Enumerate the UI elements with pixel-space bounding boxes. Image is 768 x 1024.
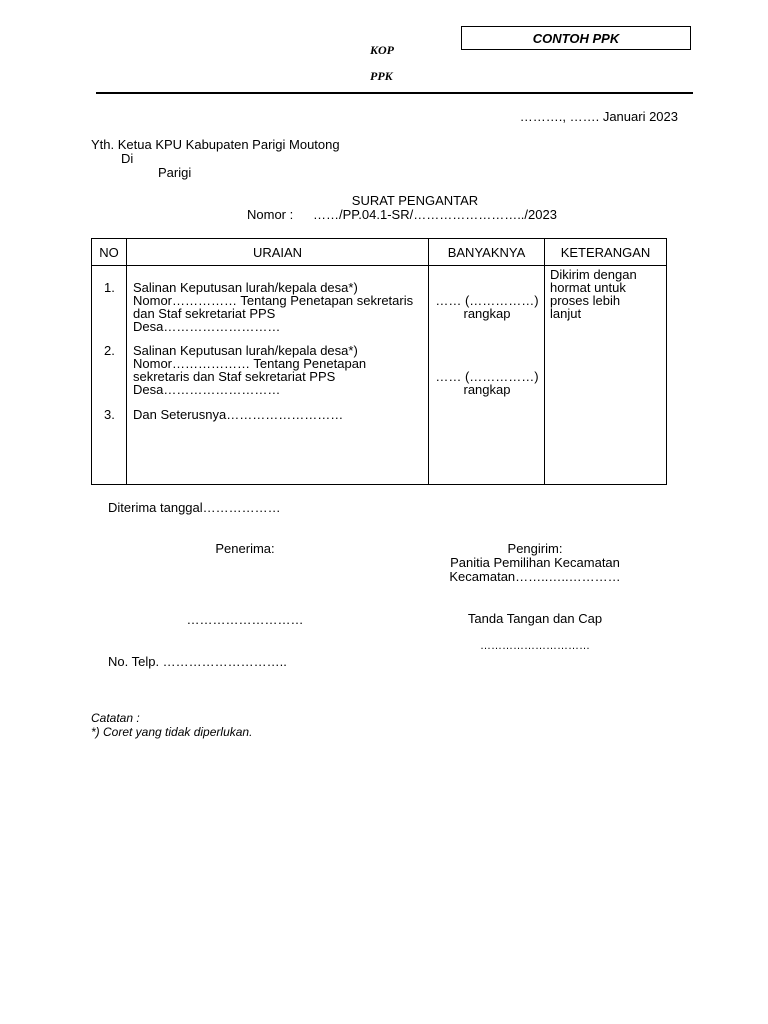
contoh-ppk-label: CONTOH PPK <box>461 26 691 50</box>
row2-banyaknya-line1: …… (……………) <box>435 369 539 384</box>
pengirim-panitia: Panitia Pemilihan Kecamatan <box>450 555 620 570</box>
row-no-1: 1. <box>104 280 115 295</box>
pengirim-label: Pengirim: <box>507 541 563 556</box>
header-divider <box>96 92 693 94</box>
keterangan-cell <box>545 266 667 485</box>
keterangan-line2: hormat untuk <box>550 280 626 295</box>
addressee-line3: Parigi <box>158 165 192 180</box>
row3-uraian-line1: Dan Seterusnya……………………… <box>133 407 344 422</box>
addressee-line1: Yth. Ketua KPU Kabupaten Parigi Moutong <box>91 137 340 152</box>
letter-title: SURAT PENGANTAR <box>351 193 479 208</box>
header-uraian: URAIAN <box>127 239 429 266</box>
nomor-value: ……/PP.04.1-SR/……………………../2023 <box>313 207 557 222</box>
row-no-2: 2. <box>104 343 115 358</box>
banyaknya-cell <box>429 266 545 485</box>
catatan-label: Catatan : <box>91 711 140 725</box>
row1-banyaknya-line2: rangkap <box>463 306 511 321</box>
pengirim-signature-line: ………………………… <box>480 640 590 652</box>
row1-uraian-line2: Nomor…………… Tentang Penetapan sekretaris <box>133 293 414 308</box>
header-no: NO <box>92 239 127 266</box>
kop-label: KOP <box>370 43 394 57</box>
penerima-label: Penerima: <box>215 541 275 556</box>
header-keterangan: KETERANGAN <box>545 239 667 266</box>
items-table <box>91 238 667 485</box>
row1-banyaknya-line1: …… (……………) <box>435 293 539 308</box>
date-line: ………., ……. Januari 2023 <box>519 109 678 124</box>
keterangan-line4: lanjut <box>550 306 582 321</box>
tanda-tangan-label: Tanda Tangan dan Cap <box>467 611 603 626</box>
table-header-row <box>92 239 667 266</box>
row-no-3: 3. <box>104 407 115 422</box>
diterima-tanggal: Diterima tanggal……………… <box>108 500 281 515</box>
penerima-signature-line: ……………………… <box>186 612 304 627</box>
no-telp: No. Telp. ……………………….. <box>108 654 287 669</box>
uraian-cell <box>127 266 429 485</box>
keterangan-line3: proses lebih <box>550 293 621 308</box>
keterangan-line1: Dikirim dengan <box>550 267 637 282</box>
row2-banyaknya-line2: rangkap <box>463 382 511 397</box>
row2-uraian-line2: Nomor……………… Tentang Penetapan <box>133 356 367 371</box>
table-row <box>92 266 667 485</box>
pengirim-kecamatan: Kecamatan……..…..………… <box>449 569 621 584</box>
no-cell <box>92 266 127 485</box>
row2-uraian-line3: sekretaris dan Staf sekretariat PPS <box>133 369 336 384</box>
row1-uraian-line1: Salinan Keputusan lurah/kepala desa*) <box>133 280 358 295</box>
row2-uraian-line1: Salinan Keputusan lurah/kepala desa*) <box>133 343 358 358</box>
nomor-label: Nomor : <box>247 207 294 222</box>
header-banyaknya: BANYAKNYA <box>429 239 545 266</box>
catatan-text: *) Coret yang tidak diperlukan. <box>91 725 253 739</box>
addressee-line2: Di <box>121 151 134 166</box>
row1-uraian-line4: Desa……………………… <box>133 319 281 334</box>
row2-uraian-line4: Desa……………………… <box>133 382 281 397</box>
ppk-label: PPK <box>370 69 393 83</box>
row1-uraian-line3: dan Staf sekretariat PPS <box>133 306 276 321</box>
